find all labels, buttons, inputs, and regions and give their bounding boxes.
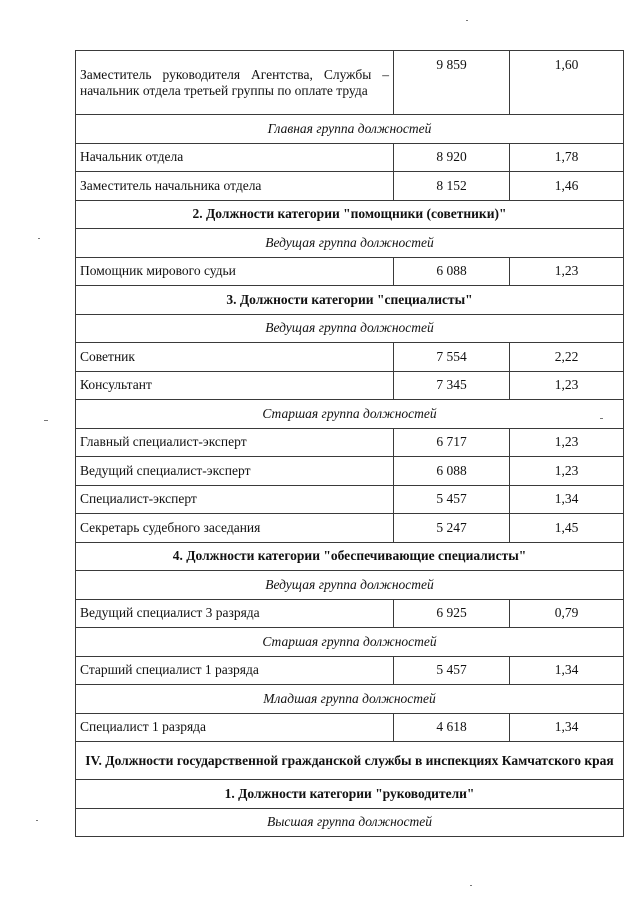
group-heading: Главная группа должностей — [76, 115, 624, 144]
coefficient-value: 1,78 — [510, 143, 624, 172]
group-row — [76, 314, 624, 343]
table-row — [76, 599, 624, 628]
section-row — [76, 742, 624, 780]
salary-value: 8 152 — [394, 172, 510, 201]
coefficient-value: 1,34 — [510, 485, 624, 514]
position-name: Специалист 1 разряда — [76, 713, 394, 742]
position-name: Ведущий специалист-эксперт — [76, 457, 394, 486]
group-row — [76, 115, 624, 144]
table-row — [76, 143, 624, 172]
table-row — [76, 371, 624, 400]
position-name: Главный специалист-эксперт — [76, 428, 394, 457]
position-name: Консультант — [76, 371, 394, 400]
coefficient-value: 2,22 — [510, 343, 624, 372]
group-row — [76, 571, 624, 600]
group-heading: Ведущая группа должностей — [76, 229, 624, 258]
coefficient-value: 1,34 — [510, 713, 624, 742]
position-name: Ведущий специалист 3 разряда — [76, 599, 394, 628]
coefficient-value: 1,23 — [510, 257, 624, 286]
category-heading: 4. Должности категории "обеспечивающие специалисты" — [76, 542, 624, 571]
position-name: Начальник отдела — [76, 143, 394, 172]
scan-speck — [38, 238, 40, 239]
category-heading: 3. Должности категории "специалисты" — [76, 286, 624, 315]
scan-speck — [44, 420, 48, 421]
salary-value: 5 457 — [394, 656, 510, 685]
coefficient-value: 1,34 — [510, 656, 624, 685]
coefficient-value: 0,79 — [510, 599, 624, 628]
salary-value: 5 247 — [394, 514, 510, 543]
position-name: Заместитель начальника отдела — [76, 172, 394, 201]
salary-value: 6 088 — [394, 257, 510, 286]
table-row — [76, 457, 624, 486]
table-row — [76, 257, 624, 286]
salary-value: 5 457 — [394, 485, 510, 514]
coefficient-value: 1,23 — [510, 428, 624, 457]
group-row — [76, 400, 624, 429]
position-name: Помощник мирового судьи — [76, 257, 394, 286]
scan-speck — [600, 418, 603, 419]
group-heading: Старшая группа должностей — [76, 400, 624, 429]
coefficient-value: 1,45 — [510, 514, 624, 543]
position-name: Старший специалист 1 разряда — [76, 656, 394, 685]
salary-value: 6 717 — [394, 428, 510, 457]
position-name: Заместитель руководителя Агентства, Службы – начальник отдела третьей группы по оплате труда — [76, 51, 394, 115]
group-row — [76, 628, 624, 657]
salary-value: 6 088 — [394, 457, 510, 486]
coefficient-value: 1,46 — [510, 172, 624, 201]
position-name: Секретарь судебного заседания — [76, 514, 394, 543]
table-row — [76, 172, 624, 201]
scan-speck — [470, 885, 472, 886]
salary-value: 7 554 — [394, 343, 510, 372]
salary-value: 4 618 — [394, 713, 510, 742]
position-name: Советник — [76, 343, 394, 372]
table-row — [76, 51, 624, 115]
table-row — [76, 343, 624, 372]
category-row — [76, 286, 624, 315]
category-row — [76, 542, 624, 571]
table-row — [76, 428, 624, 457]
group-heading: Ведущая группа должностей — [76, 571, 624, 600]
category-row — [76, 780, 624, 809]
table-row — [76, 514, 624, 543]
group-row — [76, 808, 624, 837]
salary-value: 7 345 — [394, 371, 510, 400]
category-heading: 2. Должности категории "помощники (советники)" — [76, 200, 624, 229]
group-row — [76, 685, 624, 714]
group-heading: Ведущая группа должностей — [76, 314, 624, 343]
category-row — [76, 200, 624, 229]
salary-value: 6 925 — [394, 599, 510, 628]
group-heading: Старшая группа должностей — [76, 628, 624, 657]
scan-speck — [466, 20, 468, 21]
table-row — [76, 485, 624, 514]
group-row — [76, 229, 624, 258]
salary-value: 8 920 — [394, 143, 510, 172]
group-heading: Высшая группа должностей — [76, 808, 624, 837]
scan-speck — [36, 820, 38, 821]
position-name: Специалист-эксперт — [76, 485, 394, 514]
category-heading: 1. Должности категории "руководители" — [76, 780, 624, 809]
table-row — [76, 713, 624, 742]
salary-table — [75, 50, 624, 837]
group-heading: Младшая группа должностей — [76, 685, 624, 714]
coefficient-value: 1,60 — [510, 51, 624, 115]
salary-value: 9 859 — [394, 51, 510, 115]
section-heading: IV. Должности государственной гражданской службы в инспекциях Камчатского края — [76, 742, 624, 780]
table-row — [76, 656, 624, 685]
coefficient-value: 1,23 — [510, 371, 624, 400]
coefficient-value: 1,23 — [510, 457, 624, 486]
